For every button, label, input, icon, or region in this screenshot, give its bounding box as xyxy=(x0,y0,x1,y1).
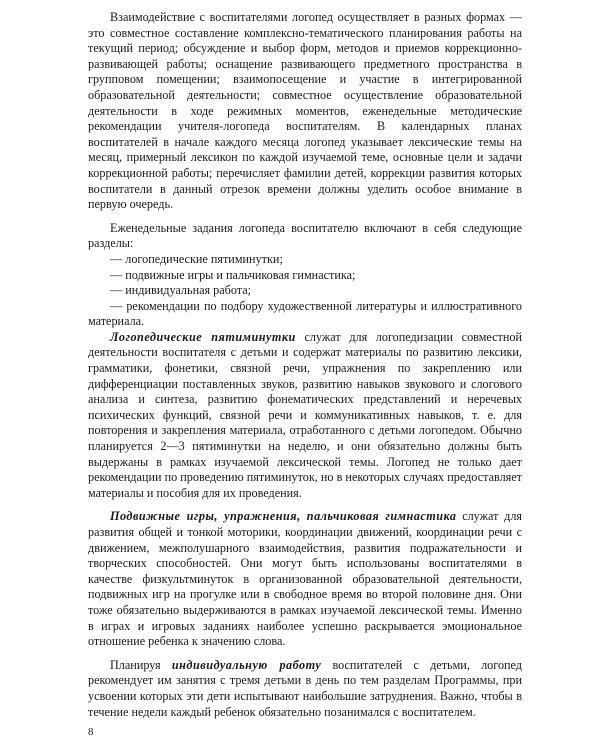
list-item: — индивидуальная работа; xyxy=(110,283,252,298)
term-games-gymnastics: Подвижные игры, упражнения, пальчиковая гимнастика xyxy=(110,509,457,524)
paragraph-interaction-forms: Взаимодействие с воспитателями логопед осуществляет в разных формах — это совместное составление комплексно-тематического планирования работы на текущий период; обсуждение и выбор форм, методов и приемов коррекционно-развивающей работы; оснащение развивающего предметного пространства в групповом помещении; взаимопосещение и участие в интегрированной образовательной деятельности; совместное осуществление образовательной деятельности в ходе режимных моментов, еженедельные методические рекомендации учителя-логопеда воспитателям. В календарных планах воспитателей в начале каждого месяца логопед указывает лексические темы на месяц, примерный лексикон по каждой изучаемой теме, основные цели и задачи коррекционной работы; перечисляет фамилии детей, коррекции развития которых воспитатели в данный отрезок времени должны уделить особое внимание в первую очередь. xyxy=(88,10,522,212)
list-item: — логопедические пятиминутки; xyxy=(110,251,283,266)
list-item: — подвижные игры и пальчиковая гимнастика; xyxy=(110,267,356,282)
weekly-tasks-list xyxy=(88,252,522,330)
paragraph-individual-work xyxy=(88,658,522,720)
list-item: — рекомендации по подбору художественной литературы и иллюстративного материала. xyxy=(88,298,522,329)
paragraph-body: служат для логопедизации совместной деятельности воспитателя с детьми и содержат материалы по развитию лексики, грамматики, фонетики, связной речи, упражнения по закреплению или дифференциации поставленных звуков, развитию навыков звукового и слогового анализа и синтеза, развитию фонематических представлений и неречевых психических функций, связной речи и коммуникативных навыков, т. е. для повторения и закрепления материала, отработанного с детьми логопедом. Обычно планируется 2—3 пятиминутки на неделю, и они обязательно должны быть выдержаны в рамках изучаемой лексической темы. Логопед не только дает рекомендации по проведению пятиминуток, но в некоторых случаях предоставляет материалы и пособия для их проведения. xyxy=(88,329,523,500)
paragraph-games-gymnastics xyxy=(88,509,522,649)
term-speech-five-minutes: Логопедические пятиминутки xyxy=(110,329,296,344)
term-individual-work: индивидуальную работу xyxy=(171,657,322,672)
page-number: 8 xyxy=(88,726,94,738)
paragraph-body: воспитателей с детьми, логопед рекомендует им занятия с тремя детьми в день по тем разделам Программы, при усвоении которых эти дети испытывают наибольшие затруднения. Важно, чтобы в течение недели каждый ребенок обязательно позанимался с воспитателем. xyxy=(88,657,523,719)
paragraph-weekly-tasks-intro: Еженедельные задания логопеда воспитателю включают в себя следующие разделы: xyxy=(88,220,522,251)
paragraph-body: служат для развития общей и тонкой моторики, координации движений, координации речи с движением, межполушарного взаимодействия, развития подражательности и творческих способностей. Они могут быть использованы воспитателями в качестве физкультминуток в организованной образовательной деятельности, подвижных игр на прогулке или в свободное время во второй половине дня. Они тоже обязательно выдерживаются в рамках изучаемой лексической темы. Именно в играх и игровых заданиях наиболее успешно раскрывается эмоциональное отношение ребенка к значению слова. xyxy=(88,509,523,649)
paragraph-lead: Планируя xyxy=(110,657,172,672)
paragraph-speech-five-minutes xyxy=(88,330,522,502)
body-text xyxy=(88,10,522,720)
